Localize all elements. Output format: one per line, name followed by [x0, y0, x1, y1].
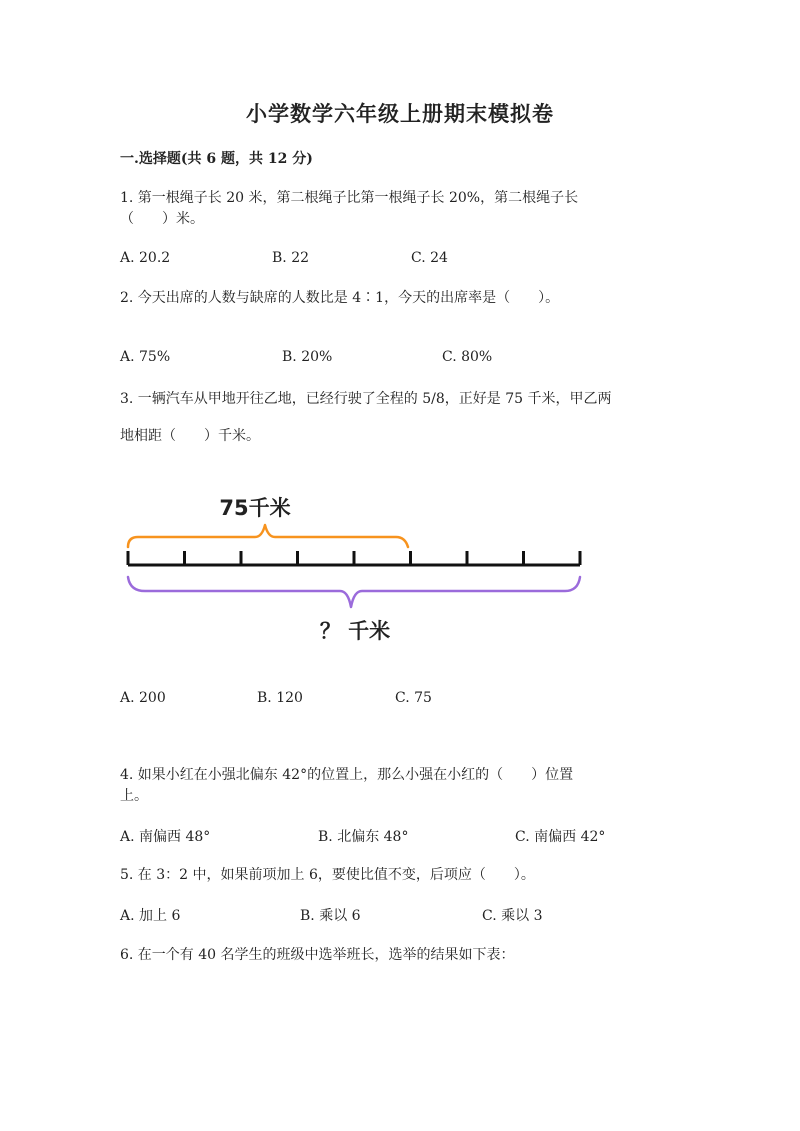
question-4-line-2: 上。	[120, 788, 148, 804]
question-2-option-a[interactable]: A. 75%	[120, 349, 171, 365]
question-3-option-c[interactable]: C. 75	[395, 690, 432, 706]
question-3-line-1: 3. 一辆汽车从甲地开往乙地，已经行驶了全程的 5/8，正好是 75 千米，甲乙两	[120, 391, 612, 407]
question-3-option-b[interactable]: B. 120	[257, 690, 303, 706]
segment-ticks	[128, 551, 580, 565]
question-1-option-a[interactable]: A. 20.2	[120, 250, 171, 266]
question-6-line-1: 6. 在一个有 40 名学生的班级中选举班长，选举的结果如下表：	[120, 947, 515, 963]
question-4-option-b[interactable]: B. 北偏东 48°	[318, 829, 409, 845]
question-1-line-1: 1. 第一根绳子长 20 米，第二根绳子比第一根绳子长 20%，第二根绳子长	[120, 190, 579, 206]
question-5-option-a[interactable]: A. 加上 6	[120, 908, 181, 924]
question-5-line-1: 5. 在 3：2 中，如果前项加上 6，要使比值不变，后项应（ ）。	[120, 867, 535, 883]
page-title: 小学数学六年级上册期末模拟卷	[246, 101, 554, 126]
question-3-line-2: 地相距（ ）千米。	[120, 428, 260, 444]
question-2-line-1: 2. 今天出席的人数与缺席的人数比是 4∶1，今天的出席率是（ ）。	[120, 290, 560, 306]
question-4-option-a[interactable]: A. 南偏西 48°	[120, 829, 211, 845]
question-5-option-c[interactable]: C. 乘以 3	[482, 908, 543, 924]
top-brace	[128, 525, 408, 547]
question-2-option-c[interactable]: C. 80%	[442, 349, 493, 365]
bottom-brace	[128, 577, 580, 607]
question-4-line-1: 4. 如果小红在小强北偏东 42°的位置上，那么小强在小红的（ ）位置	[120, 767, 574, 783]
question-3-option-a[interactable]: A. 200	[120, 690, 166, 706]
question-5-option-b[interactable]: B. 乘以 6	[300, 908, 361, 924]
question-4-option-c[interactable]: C. 南偏西 42°	[515, 829, 606, 845]
question-2-option-b[interactable]: B. 20%	[282, 349, 333, 365]
top-distance-label: 75千米	[219, 496, 291, 520]
question-1-option-c[interactable]: C. 24	[411, 250, 448, 266]
question-1-line-2: （ ）米。	[120, 211, 204, 227]
question-1-option-b[interactable]: B. 22	[272, 250, 310, 266]
bottom-distance-label: ？ 千米	[319, 619, 391, 643]
segment-diagram	[110, 485, 600, 650]
section-header: 一.选择题(共 6 题，共 12 分)	[120, 151, 313, 167]
